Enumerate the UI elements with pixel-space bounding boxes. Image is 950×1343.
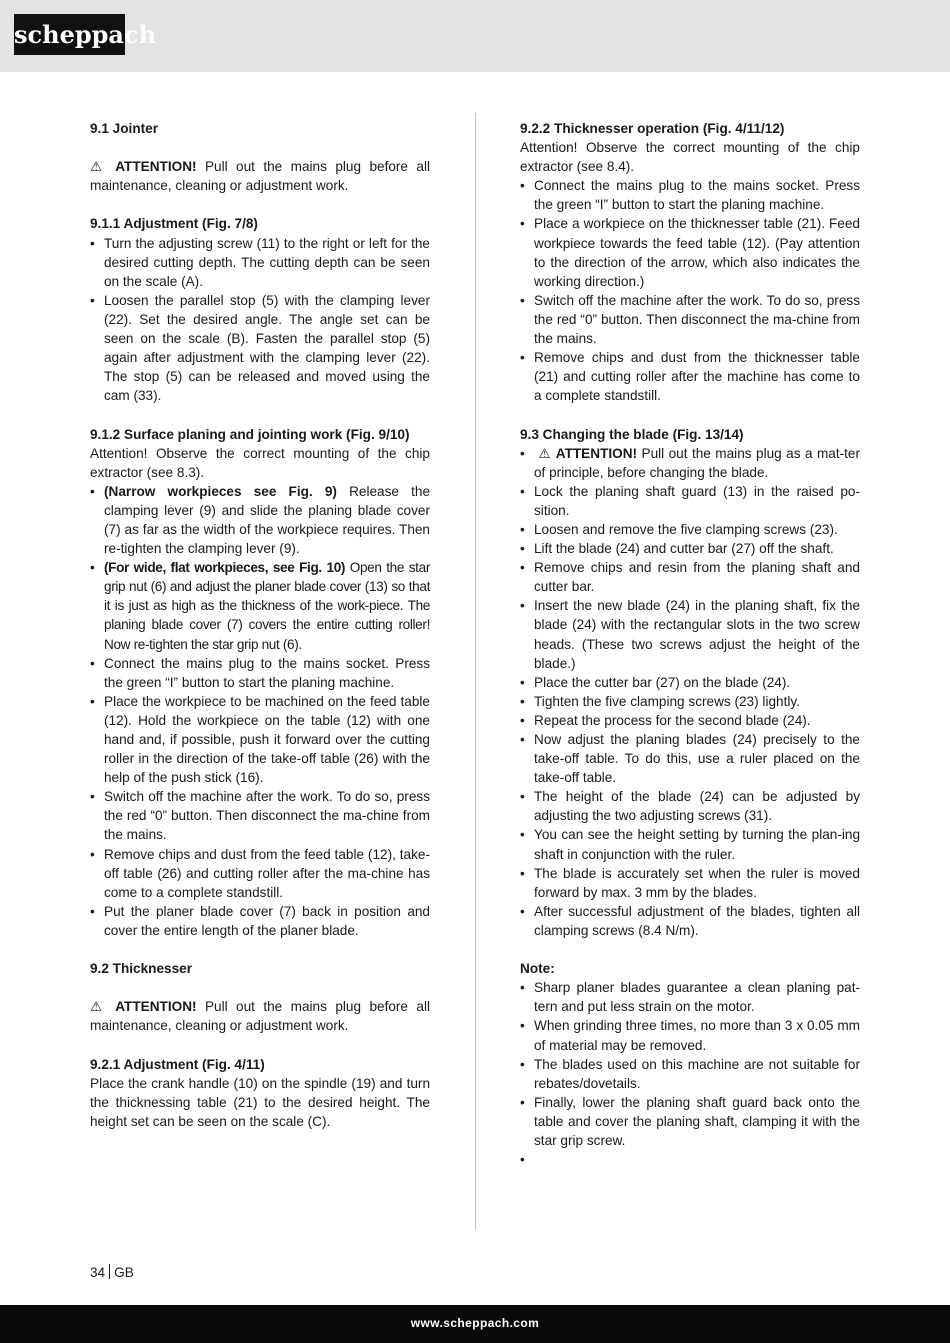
section-9-2-1-title: 9.2.1 Adjustment (Fig. 4/11) <box>90 1056 265 1072</box>
note-title: Note: <box>520 961 555 977</box>
list-item: • Switch off the machine after the work. To do so, press the red “0” button. Then disconnect the ma-chine from the mains. <box>90 787 430 844</box>
list-item: • Repeat the process for the second blade (24). <box>520 711 860 730</box>
section-9-1-2-intro: Attention! Observe the correct mounting of the chip extractor (see 8.3). <box>90 445 430 480</box>
list-item: • The height of the blade (24) can be adjusted by adjusting the two adjusting screws (31). <box>520 787 860 825</box>
warning-label: ATTENTION! <box>555 445 638 461</box>
page-header <box>0 0 950 72</box>
list-item: • Place the cutter bar (27) on the blade (24). <box>520 673 860 692</box>
column-divider <box>475 113 476 1230</box>
list-item: • Loosen and remove the five clamping screws (23). <box>520 520 860 539</box>
section-9-1-1-list <box>90 234 430 406</box>
section-9-2-warning: ⚠ ATTENTION! Pull out the mains plug before all maintenance, cleaning or adjustment work. <box>90 999 431 1034</box>
list-item: • You can see the height setting by turning the plan-ing shaft in conjunction with the ruler. <box>520 825 860 863</box>
list-item: • Tighten the five clamping screws (23) lightly. <box>520 692 860 711</box>
list-item: • Put the planer blade cover (7) back in position and cover the entire length of the planer blade. <box>90 902 430 940</box>
list-item: • Lift the blade (24) and cutter bar (27) off the shaft. <box>520 539 860 558</box>
section-9-2-2-list <box>520 176 860 405</box>
page-number: 34 <box>90 1265 106 1280</box>
list-item: • Finally, lower the planing shaft guard back onto the table and cover the planing shaft, clamping it with the star grip screw. <box>520 1093 860 1150</box>
list-item: • Remove chips and dust from the feed table (12), take-off table (26) and cutting roller after the ma-chine has come to a complete standstill. <box>90 845 430 902</box>
page-number-block <box>90 1263 134 1282</box>
page-number-separator <box>109 1264 110 1279</box>
section-9-3-title: 9.3 Changing the blade (Fig. 13/14) <box>520 426 744 442</box>
warning-icon: ⚠ <box>538 445 552 461</box>
warning-icon: ⚠ <box>90 999 107 1015</box>
list-item <box>520 1150 860 1169</box>
section-9-2-2-title: 9.2.2 Thicknesser operation (Fig. 4/11/12) <box>520 121 785 136</box>
left-column <box>90 119 430 1131</box>
list-item: • Lock the planing shaft guard (13) in the raised po-sition. <box>520 482 860 520</box>
list-item: • After successful adjustment of the blades, tighten all clamping screws (8.4 N/m). <box>520 902 860 940</box>
website-url: www.scheppach.com <box>410 1316 540 1330</box>
section-9-2-2-intro: Attention! Observe the correct mounting of the chip extractor (see 8.4). <box>520 140 860 175</box>
brand-logo: scheppach <box>14 14 125 55</box>
list-item: • Loosen the parallel stop (5) with the clamping lever (22). Set the desired angle. The angle set can be seen on the scale (B). Fasten the parallel stop (5) again after adjustment with the clamping lever (22). The stop (5) can be released and moved using the cam (33). <box>90 291 430 406</box>
page-footer <box>0 1305 950 1343</box>
list-item: • Switch off the machine after the work. To do so, press the red “0” button. Then disconnect the ma-chine from the mains. <box>520 291 860 348</box>
list-item: • Connect the mains plug to the mains socket. Press the green “I” button to start the planing machine. <box>90 654 430 692</box>
section-9-1-2-title: 9.1.2 Surface planing and jointing work (Fig. 9/10) <box>90 426 410 442</box>
right-column <box>520 119 860 1169</box>
list-item: • The blades used on this machine are not suitable for rebates/dovetails. <box>520 1055 860 1093</box>
list-item: • ⚠ ATTENTION! Pull out the mains plug as a mat-ter of principle, before changing the blade. <box>520 444 860 482</box>
list-item: • Now adjust the planing blades (24) precisely to the take-off table. To do this, use a ruler placed on the take-off table. <box>520 730 860 787</box>
list-item: • Sharp planer blades guarantee a clean planing pat-tern and put less strain on the motor. <box>520 978 860 1016</box>
list-item: • When grinding three times, no more than 3 x 0.05 mm of material may be removed. <box>520 1016 860 1054</box>
section-9-1-2-list <box>90 482 430 940</box>
warning-icon: ⚠ <box>90 159 107 175</box>
list-item: • Place a workpiece on the thicknesser table (21). Feed workpiece towards the feed table (12). (Pay attention to the direction of the arrow, which also indicates the working direction.) <box>520 214 860 290</box>
section-9-2-1-text: Place the crank handle (10) on the spindle (19) and turn the thicknessing table (21) to the desired height. The height set can be seen on the scale (C). <box>90 1075 430 1129</box>
section-9-2-title: 9.2 Thicknesser <box>90 961 193 977</box>
list-item: • Place the workpiece to be machined on the feed table (12). Hold the workpiece on the table (12) with one hand and, if possible, push it forward over the cutting roller in the direction of the take-off table (26) with the help of the push stick (16). <box>90 692 430 787</box>
list-item: • Remove chips and resin from the planing shaft and cutter bar. <box>520 558 860 596</box>
language-code: GB <box>114 1265 134 1280</box>
list-item: • (For wide, flat workpieces, see Fig. 10) Open the star grip nut (6) and adjust the planer blade cover (13) so that it is just as high as the thickness of the work-piece. The planing blade cover (7) covers the entire cutting roller! Now re-tighten the star grip nut (6). <box>90 558 430 653</box>
section-9-3-list <box>520 444 860 940</box>
list-item: • (Narrow workpieces see Fig. 9) Release the clamping lever (9) and slide the planing blade cover (7) as far as the width of the workpiece requires. Then re-tighten the clamping lever (9). <box>90 482 430 558</box>
section-9-1-title: 9.1 Jointer <box>90 121 158 136</box>
warning-label: ATTENTION! <box>115 999 197 1015</box>
list-item: • Insert the new blade (24) in the planing shaft, fix the blade (24) with the rectangular slots in the two screw heads. (These two screws adjust the height of the blade.) <box>520 596 860 672</box>
section-9-1-1-title: 9.1.1 Adjustment (Fig. 7/8) <box>90 216 258 232</box>
list-item: • Turn the adjusting screw (11) to the right or left for the desired cutting depth. The cutting depth can be seen on the scale (A). <box>90 234 430 291</box>
list-item: • Remove chips and dust from the thicknesser table (21) and cutting roller after the machine has come to a complete standstill. <box>520 348 860 405</box>
note-list <box>520 978 860 1169</box>
warning-label: ATTENTION! <box>115 159 197 175</box>
list-item: • The blade is accurately set when the ruler is moved forward by max. 3 mm by the blades. <box>520 864 860 902</box>
list-item: • Connect the mains plug to the mains socket. Press the green “I” button to start the planing machine. <box>520 176 860 214</box>
section-9-1-warning: ⚠ ATTENTION! Pull out the mains plug before all maintenance, cleaning or adjustment work. <box>90 159 431 194</box>
